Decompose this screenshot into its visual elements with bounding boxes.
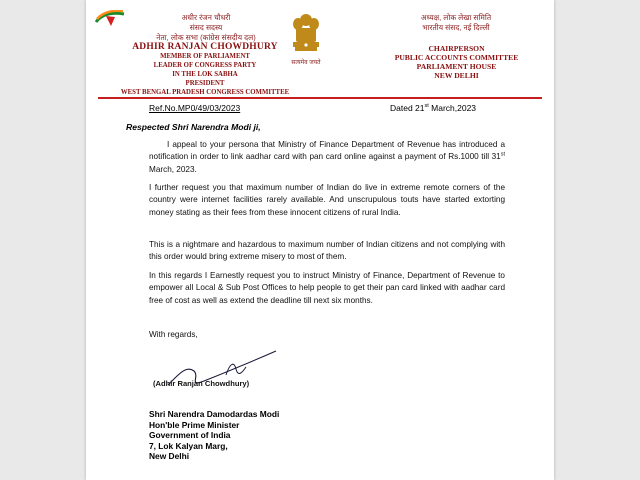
address-line-2: Hon'ble Prime Minister — [149, 419, 240, 430]
date-prefix: Dated 21 — [390, 103, 425, 113]
paragraph-2: I further request you that maximum number of Indian do live in extreme remote corners of the country were internet facilities rarely available. And unscrupulous touts have started extorting money stating as their fees from these innocent citizens of rural India. — [149, 183, 505, 217]
paragraph-1-end: March, 2023. — [149, 164, 197, 174]
right-line-1: CHAIRPERSON — [428, 44, 485, 53]
hindi-right-line-2: भारतीय संसद, नई दिल्ली — [422, 23, 490, 32]
date-sup: st — [424, 103, 429, 110]
sender-line-1: MEMBER OF PARLIAMENT — [160, 53, 250, 60]
sender-line-4: PRESIDENT — [185, 80, 225, 87]
paragraph-1 — [149, 139, 505, 176]
salutation: Respected Shri Narendra Modi ji, — [126, 122, 261, 132]
reference-number: Ref.No.MP0/49/03/2023 — [149, 103, 241, 113]
letter-date — [390, 103, 476, 113]
sender-line-5: WEST BENGAL PRADESH CONGRESS COMMITTEE — [120, 89, 290, 96]
paragraph-1-text: I appeal to your persona that Ministry of Finance Department of Revenue has introduced a notification in order to link aadhar card with pan card online against a payment of Rs.1000 till 31 — [149, 140, 505, 162]
hindi-title-2: नेता, लोक सभा (कांग्रेस संसदीय दल) — [156, 33, 256, 42]
english-letterhead-right — [369, 44, 544, 80]
national-emblem-icon — [289, 12, 323, 54]
signature-stroke-icon — [164, 345, 284, 397]
letter-page — [86, 0, 554, 480]
address-line-1: Shri Narendra Damodardas Modi — [149, 409, 280, 419]
hindi-letterhead-left — [116, 13, 296, 43]
right-line-3: PARLIAMENT HOUSE — [416, 62, 497, 71]
address-line-3: Government of India — [149, 430, 231, 441]
sender-line-2: LEADER OF CONGRESS PARTY — [153, 62, 257, 69]
paragraph-1-sup: st — [500, 151, 505, 158]
hindi-right-line-1: अध्यक्ष, लोक लेखा समिति — [420, 13, 492, 22]
sender-name: ADHIR RANJAN CHOWDHURY — [132, 42, 278, 52]
hindi-title-1: संसद सदस्य — [189, 23, 223, 32]
english-letterhead-left — [90, 43, 320, 97]
letterhead-divider — [98, 97, 542, 99]
paragraph-3: This is a nightmare and hazardous to maximum number of Indian citizens and not complying with this order would bring extreme misery to most of them. — [149, 240, 505, 262]
address-line-4: 7, Lok Kalyan Marg, — [149, 440, 228, 451]
right-line-2: PUBLIC ACCOUNTS COMMITTEE — [394, 53, 519, 62]
signature-name: (Adhir Ranjan Chowdhury) — [153, 379, 250, 388]
sender-line-3: IN THE LOK SABHA — [172, 71, 238, 78]
right-line-4: NEW DELHI — [434, 71, 479, 80]
hindi-letterhead-right — [376, 13, 536, 33]
recipient-address — [149, 409, 279, 462]
paragraph-4: In this regards I Earnestly request you to instruct Ministry of Finance, Department of Revenue to empower all Local & Sub Post Offices to help people to get their pan card linked with aadhar card free of cost as well as extend the deadline till next six months. — [149, 271, 505, 305]
hindi-name: अधीर रंजन चौधरी — [181, 13, 231, 22]
date-suffix: March,2023 — [428, 103, 477, 113]
emblem-motto: सत्यमेव जयते — [291, 60, 321, 66]
address-line-5: New Delhi — [149, 451, 190, 462]
closing-line: With regards, — [149, 330, 198, 339]
